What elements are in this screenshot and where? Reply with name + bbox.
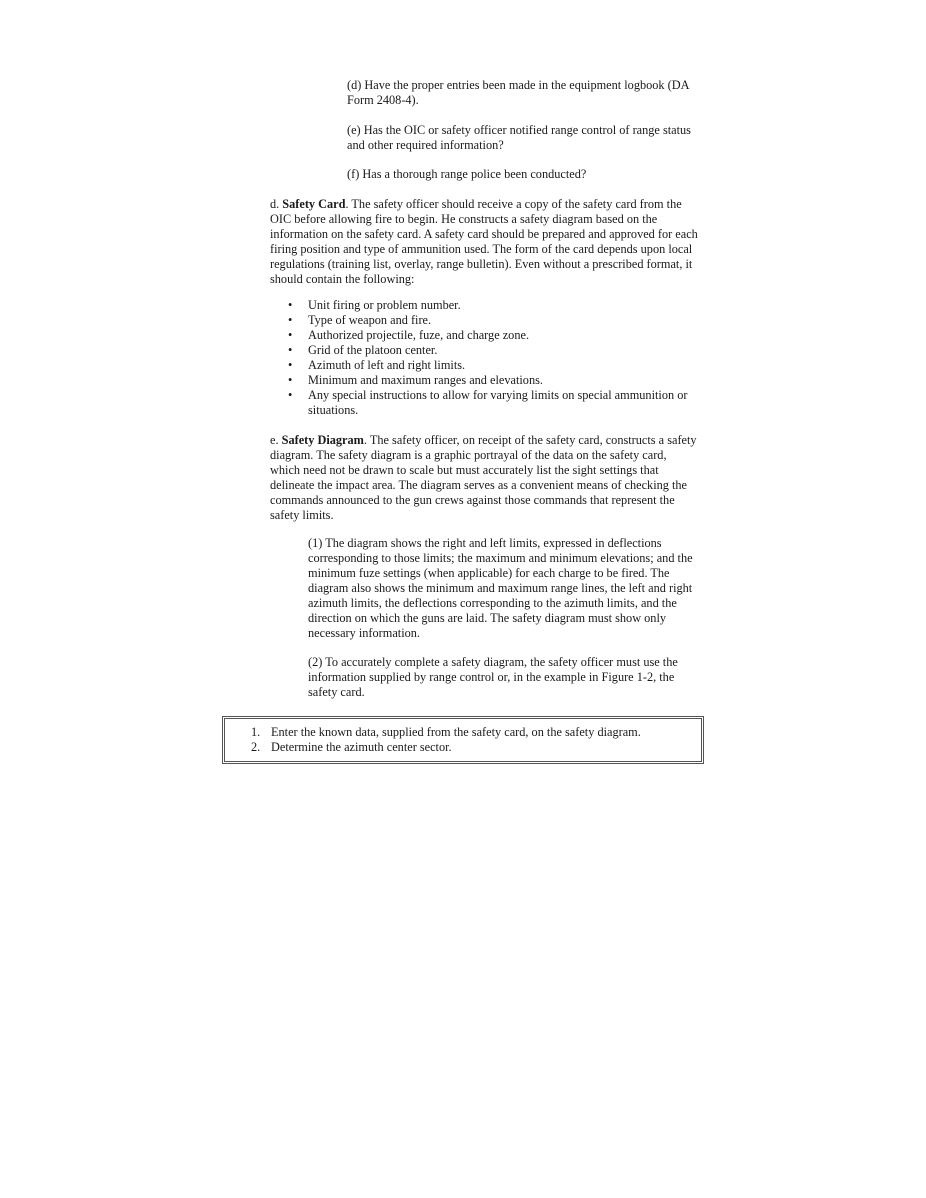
safety-card-contents-list — [288, 298, 698, 418]
safety-diagram-paragraph — [270, 433, 698, 523]
steps-list — [251, 725, 691, 755]
bullet-icon: • — [288, 328, 293, 342]
step-number: 2. — [251, 740, 261, 754]
safety-diagram-body: . The safety officer, on receipt of the safety card, constructs a safety diagram. The safety diagram is a graphic portrayal of the data on the safety card, which need not be drawn to scale but must accurately list the sight settings that delineate the impact area. The diagram serves as a convenient means of checking the commands announced to the gun crews against those commands that represent the safety limits. — [270, 433, 697, 522]
list-item-text: Authorized projectile, fuze, and charge zone. — [308, 328, 530, 342]
list-item — [288, 298, 698, 313]
list-item-text: Unit firing or problem number. — [308, 298, 461, 312]
safety-card-heading: Safety Card — [282, 197, 346, 211]
list-item — [251, 725, 691, 740]
list-item-text: Minimum and maximum ranges and elevations. — [308, 373, 543, 387]
list-item — [288, 343, 698, 358]
list-item — [251, 740, 691, 755]
list-item-text: Azimuth of left and right limits. — [308, 358, 466, 372]
list-item — [288, 358, 698, 373]
bullet-icon: • — [288, 388, 293, 402]
bullet-icon: • — [288, 358, 293, 372]
safety-card-body: . The safety officer should receive a copy of the safety card from the OIC before allowing fire to begin. He constructs a safety diagram based on the information on the safety card. A safety card should be prepared and approved for each firing position and type of ammunition used. The form of the card depends upon local regulations (training list, overlay, range bulletin). Even without a prescribed format, it should contain the following: — [270, 197, 698, 286]
steps-box — [222, 716, 704, 764]
checklist-item-e: (e) Has the OIC or safety officer notified range control of range status and other required information? — [347, 123, 691, 152]
bullet-icon: • — [288, 298, 293, 312]
safety-diagram-heading: Safety Diagram — [281, 433, 364, 447]
list-item — [288, 313, 698, 328]
list-item-text: Any special instructions to allow for varying limits on special ammunition or situations. — [308, 388, 688, 417]
list-item — [288, 328, 698, 343]
list-item-text: Type of weapon and fire. — [308, 313, 432, 327]
list-item — [288, 373, 698, 388]
bullet-icon: • — [288, 373, 293, 387]
safety-card-prefix: d. — [270, 197, 283, 211]
safety-diagram-prefix: e. — [270, 433, 282, 447]
list-item — [288, 388, 698, 418]
safety-diagram-subparagraph-2: (2) To accurately complete a safety diagram, the safety officer must use the information supplied by range control or, in the example in Figure 1-2, the safety card. — [308, 655, 678, 699]
bullet-icon: • — [288, 343, 293, 357]
bullet-icon: • — [288, 313, 293, 327]
step-text: Enter the known data, supplied from the safety card, on the safety diagram. — [271, 725, 641, 739]
safety-diagram-subparagraph-1: (1) The diagram shows the right and left limits, expressed in deflections corresponding to those limits; the maximum and minimum elevations; and the minimum fuze settings (when applicable) for each charge to be fired. The diagram also shows the minimum and maximum range lines, the left and right azimuth limits, the deflections corresponding to the azimuth limits, and the direction on which the guns are laid. The safety diagram must show only necessary information. — [308, 536, 693, 640]
checklist-item-f: (f) Has a thorough range police been conducted? — [347, 167, 587, 181]
step-text: Determine the azimuth center sector. — [271, 740, 452, 754]
step-number: 1. — [251, 725, 261, 739]
list-item-text: Grid of the platoon center. — [308, 343, 438, 357]
safety-card-paragraph — [270, 197, 698, 287]
checklist-item-d: (d) Have the proper entries been made in the equipment logbook (DA Form 2408-4). — [347, 78, 689, 107]
